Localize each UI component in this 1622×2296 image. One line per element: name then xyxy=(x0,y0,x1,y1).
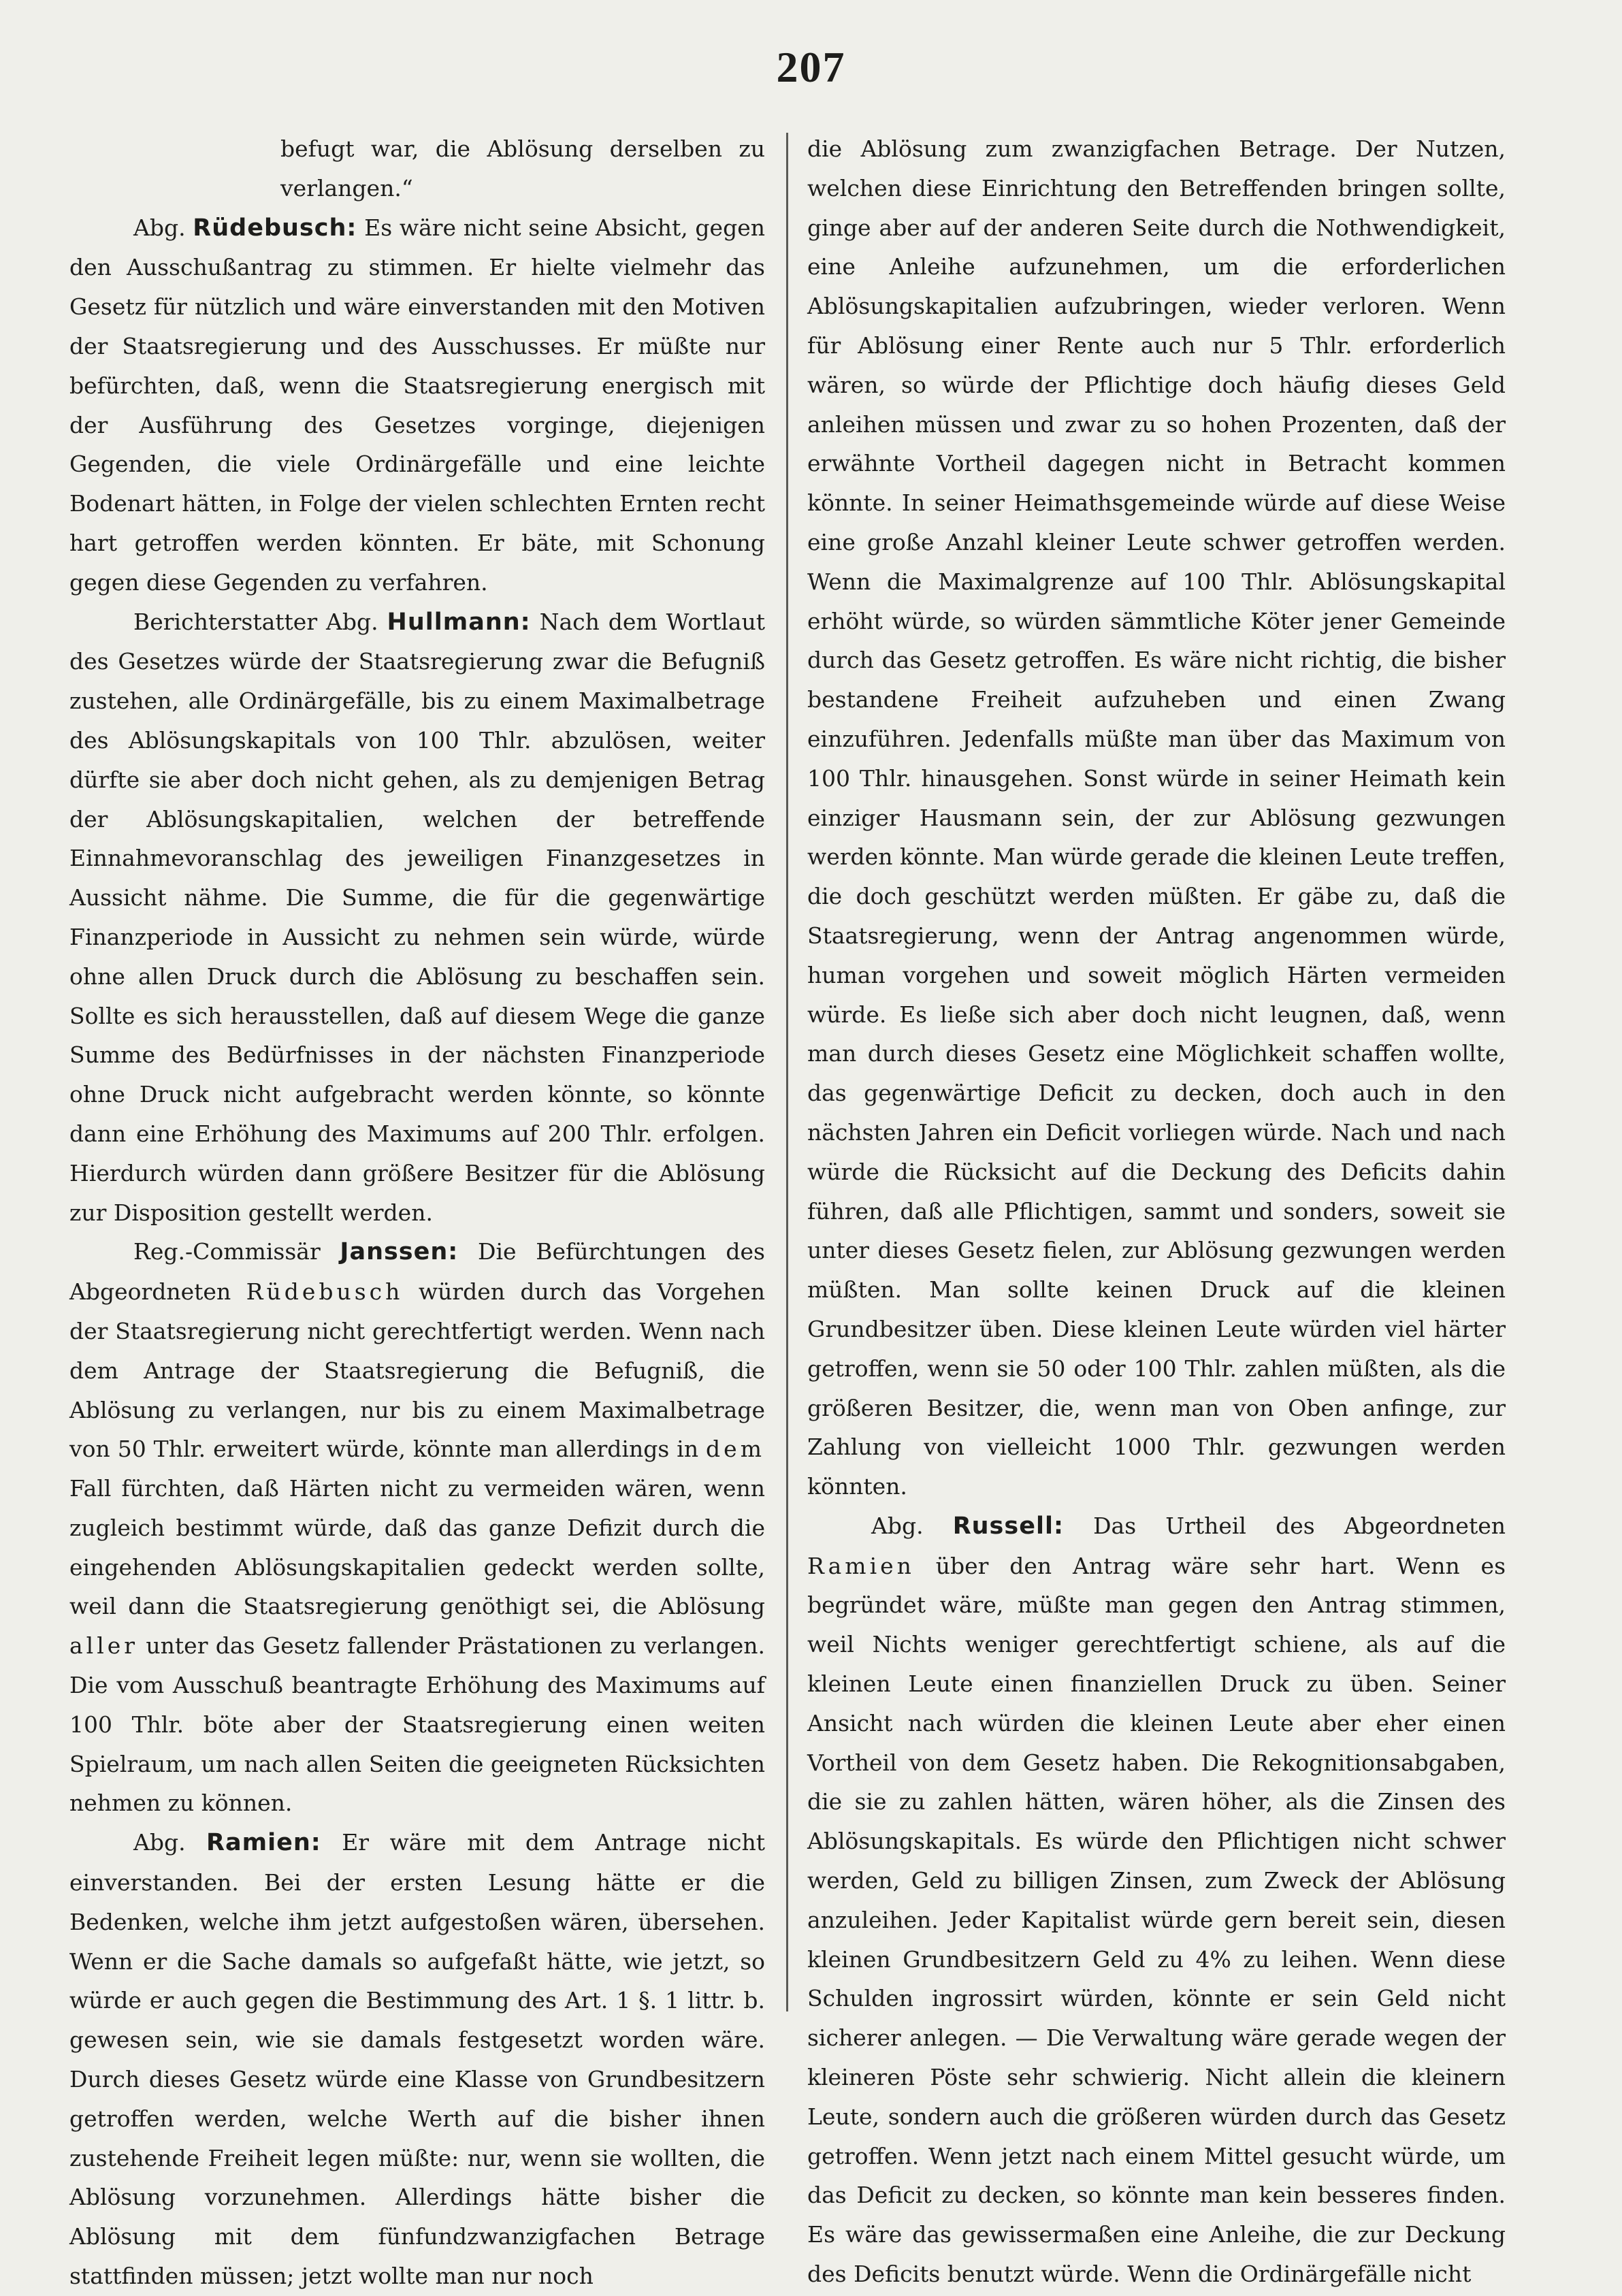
spaced-name: Rüdebusch xyxy=(246,1278,404,1306)
left-column xyxy=(69,129,765,2296)
speaker-name: Janssen: xyxy=(340,1238,459,1266)
speaker-prefix: Abg. xyxy=(871,1512,953,1539)
paragraph-russell xyxy=(807,1506,1506,2294)
speaker-name: Ramien: xyxy=(206,1829,321,1857)
paragraph-continuation: befugt war, die Ablösung derselben zu verlangen.“ xyxy=(280,135,765,201)
speaker-prefix: Abg. xyxy=(133,214,193,241)
spaced-word: aller xyxy=(69,1632,139,1660)
speaker-name: Russell: xyxy=(952,1512,1064,1540)
column-divider xyxy=(786,133,788,2011)
paragraph-ramien xyxy=(69,1823,765,2296)
paragraph-text: Nach dem Wortlaut des Gesetzes würde der Staatsregierung zwar die Befugniß zustehen, alle Ordinärgefälle, bis zu einem Maximalbetrage des Ablösungskapitals von 100 Thlr. abzulösen, weiter dürfte sie aber doch nicht gehen, als zu demjenigen Betrag der Ablösungskapitalien, welchen der betreffende Einnahmevoranschlag des jeweiligen Finanzgesetzes in Aussicht nähme. Die Summe, die für die gegenwärtige Finanzperiode in Aussicht zu nehmen sein würde, würde ohne allen Druck durch die Ablösung zu beschaffen sein. Sollte es sich herausstellen, daß auf diesem Wege die ganze Summe des Bedürfnisses in der nächsten Finanzperiode ohne Druck nicht aufgebracht werden könnte, so könnte dann eine Erhöhung des Maximums auf 200 Thlr. erfolgen. Hierdurch würden dann größere Besitzer für die Ablösung zur Disposition gestellt werden. xyxy=(69,608,765,1226)
paragraph-text: Die Befürchtungen des Abgeordneten xyxy=(69,1238,765,1306)
spaced-word: dem xyxy=(706,1436,765,1463)
right-column xyxy=(807,129,1506,2294)
paragraph-ruedebusch xyxy=(69,208,765,602)
paragraph-text: Fall fürchten, daß Härten nicht zu vermeiden wären, wenn zugleich bestimmt würde, daß das ganze Defizit durch die eingehenden Ablösungskapitalien gedeckt werden sollte, weil dann die Staatsregierung genöthigt sei, die Ablösung xyxy=(69,1475,765,1620)
speaker-name: Rüdebusch: xyxy=(193,214,357,242)
paragraph-text: Das Urtheil des Abgeordneten xyxy=(1063,1512,1506,1539)
paragraph-text: Es wäre nicht seine Absicht, gegen den Ausschußantrag zu stimmen. Er hielte vielmehr das Gesetz für nützlich und wäre einverstanden mit den Motiven der Staatsregierung und des Ausschusses. Er müßte nur befürchten, daß, wenn die Staatsregierung energisch mit der Ausführung des Gesetzes vorginge, diejenigen Gegenden, die viele Ordinärgefälle und eine leichte Bodenart hätten, in Folge der vielen schlechten Ernten recht hart getroffen werden könnten. Er bäte, mit Schonung gegen diese Gegenden zu verfahren. xyxy=(69,214,765,596)
paragraph-continuation: die Ablösung zum zwanzigfachen Betrage. Der Nutzen, welchen diese Einrichtung den Betreffenden bringen sollte, ginge aber auf der anderen Seite durch die Nothwendigkeit, eine Anleihe aufzunehmen, um die erforderlichen Ablösungskapitalien aufzubringen, wieder verloren. Wenn für Ablösung einer Rente auch nur 5 Thlr. erforderlich wären, so würde der Pflichtige doch häufig dieses Geld anleihen müssen und zwar zu so hohen Prozenten, daß der erwähnte Vortheil dagegen nicht in Betracht kommen könnte. In seiner Heimathsgemeinde würde auf diese Weise eine große Anzahl kleiner Leute schwer getroffen werden. Wenn die Maximalgrenze auf 100 Thlr. Ablösungskapital erhöht würde, so würden sämmtliche Köter jener Gemeinde durch das Gesetz getroffen. Es wäre nicht richtig, die bisher bestandene Freiheit aufzuheben und einen Zwang einzuführen. Jedenfalls müßte man über das Maximum von 100 Thlr. hinausgehen. Sonst würde in seiner Heimath kein einziger Hausmann sein, der zur Ablösung gezwungen werden könnte. Man würde gerade die kleinen Leute treffen, die doch geschützt werden müßten. Er gäbe zu, daß die Staatsregierung, wenn der Antrag angenommen würde, human vorgehen und soweit möglich Härten vermeiden würde. Es ließe sich aber doch nicht leugnen, daß, wenn man durch dieses Gesetz eine Möglichkeit schaffen wollte, das gegenwärtige Deficit zu decken, doch auch in den nächsten Jahren ein Deficit vorliegen würde. Nach und nach würde die Rücksicht auf die Deckung des Deficits dahin führen, daß alle Pflichtigen, sammt und sonders, soweit sie unter dieses Gesetz fielen, zur Ablösung gezwungen werden müßten. Man sollte keinen Druck auf die kleinen Grundbesitzer üben. Diese kleinen Leute würden viel härter getroffen, wenn sie 50 oder 100 Thlr. zahlen müßten, als die größeren Besitzer, die, wenn man von Oben anfinge, zur Zahlung von vielleicht 1000 Thlr. gezwungen werden könnten. xyxy=(807,135,1506,1500)
page-number: 207 xyxy=(776,43,846,91)
paragraph-text: unter das Gesetz fallender Prästationen zu verlangen. Die vom Ausschuß beantragte Erhöhung des Maximums auf 100 Thlr. böte aber der Staatsregierung einen weiten Spielraum, um nach allen Seiten die geeigneten Rücksichten nehmen zu können. xyxy=(69,1632,765,1817)
paragraph-text: würden durch das Vorgehen der Staatsregierung nicht gerechtfertigt werden. Wenn nach dem Antrage der Staatsregierung die Befugniß, die Ablösung zu verlangen, nur bis zu einem Maximalbetrage von 50 Thlr. erweitert würde, könnte man allerdings in xyxy=(69,1278,765,1463)
speaker-prefix: Berichterstatter Abg. xyxy=(133,608,387,635)
speaker-prefix: Reg.-Commissär xyxy=(133,1238,340,1265)
speaker-prefix: Abg. xyxy=(133,1829,207,1856)
paragraph-text: Er wäre mit dem Antrage nicht einverstanden. Bei der ersten Lesung hätte er die Bedenken, welche ihm jetzt aufgestoßen wären, übersehen. Wenn er die Sache damals so aufgefaßt hätte, wie jetzt, so würde er auch gegen die Bestimmung des Art. 1 §. 1 littr. b. gewesen sein, wie sie damals festgesetzt worden wäre. Durch dieses Gesetz würde eine Klasse von Grundbesitzern getroffen werden, welche Werth auf die bisher ihnen zustehende Freiheit legen müßte: nur, wenn sie wollten, die Ablösung vorzunehmen. Allerdings hätte bisher die Ablösung mit dem fünfundzwanzigfachen Betrage stattfinden müssen; jetzt wollte man nur noch xyxy=(69,1829,765,2290)
spaced-name: Ramien xyxy=(807,1552,915,1579)
paragraph-janssen xyxy=(69,1232,765,1823)
speaker-name: Hullmann: xyxy=(387,608,531,636)
paragraph-text: über den Antrag wäre sehr hart. Wenn es begründet wäre, müßte man gegen den Antrag stimmen, weil Nichts weniger gerechtfertigt schiene, als auf die kleinen Leute einen finanziellen Druck zu üben. Seiner Ansicht nach würden die kleinen Leute aber eher einen Vortheil von dem Gesetz haben. Die Rekognitionsabgaben, die sie zu zahlen hätten, wären höher, als die Zinsen des Ablösungskapitals. Es würde den Pflichtigen nicht schwer werden, Geld zu billigen Zinsen, zum Zweck der Ablösung anzuleihen. Jeder Kapitalist würde gern bereit sein, diesen kleinen Grundbesitzern Geld zu 4% zu leihen. Wenn diese Schulden ingrossirt würden, könnte er sein Geld nicht sicherer anlegen. — Die Verwaltung wäre gerade wegen der kleineren Pöste sehr schwierig. Nicht allein die kleinern Leute, sondern auch die größeren würden durch das Gesetz getroffen. Wenn jetzt nach einem Mittel gesucht würde, um das Deficit zu decken, so könnte man kein besseres finden. Es wäre das gewissermaßen eine Anleihe, die zur Deckung des Deficits benutzt würde. Wenn die Ordinärgefälle nicht xyxy=(807,1552,1506,2288)
paragraph-hullmann xyxy=(69,602,765,1233)
